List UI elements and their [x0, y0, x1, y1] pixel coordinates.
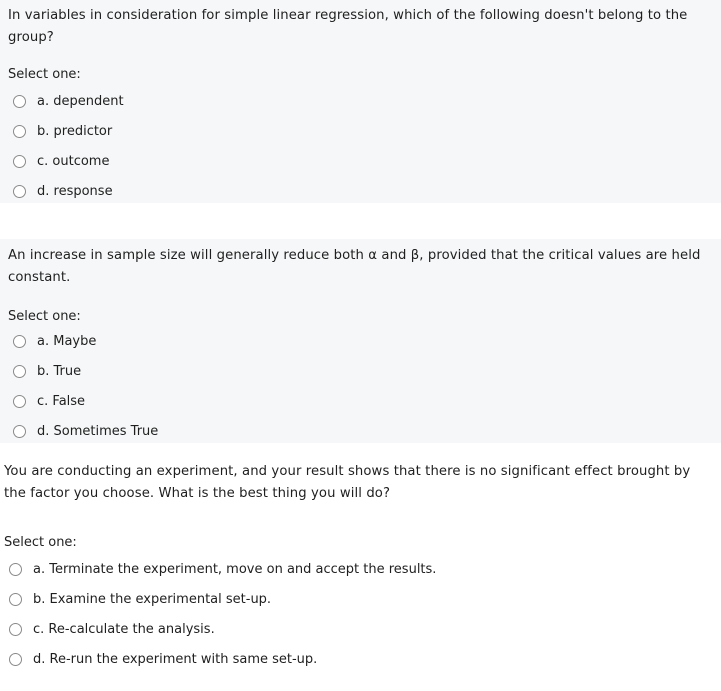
option-label[interactable]: c. Re-calculate the analysis. — [33, 621, 215, 637]
option-b[interactable] — [8, 116, 713, 146]
option-label[interactable]: d. Sometimes True — [37, 423, 159, 439]
option-label[interactable]: c. False — [37, 393, 86, 409]
option-label[interactable]: a. Maybe — [37, 333, 97, 349]
option-b[interactable] — [4, 584, 715, 614]
select-one-label: Select one: — [8, 309, 81, 324]
answer-options — [8, 86, 713, 206]
option-label[interactable]: b. True — [37, 363, 82, 379]
radio-button[interactable] — [9, 593, 22, 606]
select-one-label: Select one: — [4, 535, 77, 550]
option-b[interactable] — [8, 356, 713, 386]
radio-button[interactable] — [13, 125, 26, 138]
option-a[interactable] — [8, 326, 713, 356]
select-one-label: Select one: — [8, 67, 81, 82]
radio-button[interactable] — [9, 623, 22, 636]
radio-button[interactable] — [13, 365, 26, 378]
option-label[interactable]: b. predictor — [37, 123, 113, 139]
option-c[interactable] — [8, 146, 713, 176]
option-label[interactable]: a. Terminate the experiment, move on and accept the results. — [33, 561, 437, 577]
option-d[interactable] — [8, 416, 713, 446]
option-d[interactable] — [8, 176, 713, 206]
radio-button[interactable] — [13, 95, 26, 108]
radio-button[interactable] — [9, 563, 22, 576]
option-d[interactable] — [4, 644, 715, 674]
radio-button[interactable] — [13, 425, 26, 438]
option-label[interactable]: c. outcome — [37, 153, 110, 169]
question-text: An increase in sample size will generally reduce both α and β, provided that the critical values are held constant. — [8, 248, 701, 285]
option-c[interactable] — [4, 614, 715, 644]
answer-options — [4, 554, 715, 674]
radio-button[interactable] — [13, 335, 26, 348]
radio-button[interactable] — [13, 155, 26, 168]
radio-button[interactable] — [13, 395, 26, 408]
answer-options — [8, 326, 713, 446]
question-3 — [0, 458, 721, 691]
question-2 — [0, 239, 721, 443]
option-a[interactable] — [8, 86, 713, 116]
option-label[interactable]: a. dependent — [37, 93, 124, 109]
option-label[interactable]: b. Examine the experimental set-up. — [33, 591, 272, 607]
question-text: In variables in consideration for simple linear regression, which of the following doesn't belong to the group? — [8, 8, 688, 45]
option-label[interactable]: d. Re-run the experiment with same set-up. — [33, 651, 318, 667]
option-label[interactable]: d. response — [37, 183, 113, 199]
question-1 — [0, 0, 721, 203]
radio-button[interactable] — [9, 653, 22, 666]
option-a[interactable] — [4, 554, 715, 584]
radio-button[interactable] — [13, 185, 26, 198]
question-text: You are conducting an experiment, and your result shows that there is no significant effect brought by the factor you choose. What is the best thing you will do? — [4, 464, 691, 501]
option-c[interactable] — [8, 386, 713, 416]
